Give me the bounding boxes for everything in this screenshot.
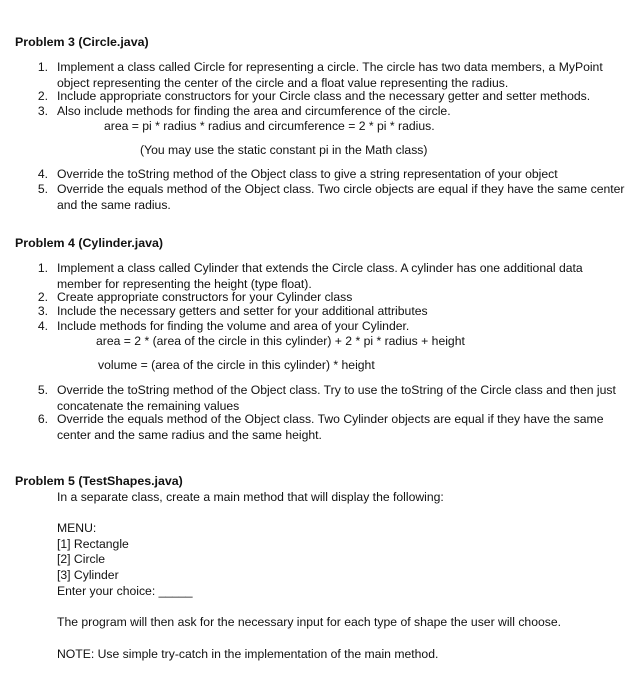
problem-4-item-1 bbox=[26, 261, 626, 292]
problem-3-heading: Problem 3 (Circle.java) bbox=[15, 35, 149, 49]
item-number: 4. bbox=[37, 319, 48, 333]
problem-4-volume-formula: volume = (area of the circle in this cylinder) * height bbox=[98, 358, 375, 372]
problem-5-heading: Problem 5 (TestShapes.java) bbox=[15, 474, 183, 488]
problem-4-item-3 bbox=[26, 304, 626, 320]
item-number: 5. bbox=[37, 383, 48, 397]
item-text: Override the equals method of the Object class. Two Cylinder objects are equal if they have the same center and the same radius and the same height. bbox=[57, 412, 604, 442]
item-number: 3. bbox=[37, 104, 48, 118]
menu-title: MENU: bbox=[57, 521, 97, 535]
item-text: Implement a class called Cylinder that extends the Circle class. A cylinder has one additional data member for representing the height (type float). bbox=[57, 261, 583, 291]
problem-3-item-3 bbox=[26, 104, 626, 120]
menu-option-circle: [2] Circle bbox=[57, 552, 106, 566]
item-number: 4. bbox=[37, 167, 48, 181]
problem-3-note: (You may use the static constant pi in the Math class) bbox=[140, 143, 428, 157]
item-text: Implement a class called Circle for representing a circle. The circle has two data members, a MyPoint object representing the center of the circle and a float value representing the radius. bbox=[57, 60, 603, 90]
item-text: Include the necessary getters and setter for your additional attributes bbox=[57, 304, 428, 318]
problem-3-formula: area = pi * radius * radius and circumference = 2 * pi * radius. bbox=[104, 119, 435, 133]
item-number: 1. bbox=[37, 261, 48, 275]
problem-5-note: NOTE: Use simple try-catch in the implementation of the main method. bbox=[57, 647, 439, 661]
item-text: Include appropriate constructors for your Circle class and the necessary getter and setter methods. bbox=[57, 89, 591, 103]
item-text: Override the toString method of the Object class. Try to use the toString of the Circle class and then just concatenate the remaining values bbox=[57, 383, 616, 413]
menu-option-cylinder: [3] Cylinder bbox=[57, 568, 119, 582]
item-text: Override the toString method of the Object class to give a string representation of your object bbox=[57, 167, 558, 181]
item-text: Also include methods for finding the area and circumference of the circle. bbox=[57, 104, 451, 118]
problem-4-heading: Problem 4 (Cylinder.java) bbox=[15, 236, 164, 250]
problem-5-description: The program will then ask for the necessary input for each type of shape the user will choose. bbox=[57, 615, 562, 629]
menu-prompt: Enter your choice: _____ bbox=[57, 584, 193, 598]
problem-4-item-6 bbox=[26, 412, 626, 443]
problem-4-item-5 bbox=[26, 383, 626, 414]
problem-3-item-5 bbox=[26, 182, 626, 213]
item-number: 1. bbox=[37, 60, 48, 74]
item-text: Include methods for finding the volume and area of your Cylinder. bbox=[57, 319, 410, 333]
problem-3-item-4 bbox=[26, 167, 626, 183]
problem-4-area-formula: area = 2 * (area of the circle in this cylinder) + 2 * pi * radius + height bbox=[96, 334, 465, 348]
item-text: Create appropriate constructors for your Cylinder class bbox=[57, 290, 353, 304]
item-text: Override the equals method of the Object class. Two circle objects are equal if they have the same center and the same radius. bbox=[57, 182, 625, 212]
item-number: 2. bbox=[37, 89, 48, 103]
item-number: 6. bbox=[37, 412, 48, 426]
item-number: 2. bbox=[37, 290, 48, 304]
item-number: 3. bbox=[37, 304, 48, 318]
problem-4-item-4 bbox=[26, 319, 626, 335]
item-number: 5. bbox=[37, 182, 48, 196]
problem-3-item-2 bbox=[26, 89, 626, 105]
problem-5-intro: In a separate class, create a main method that will display the following: bbox=[57, 490, 444, 504]
menu-option-rectangle: [1] Rectangle bbox=[57, 537, 129, 551]
problem-3-item-1 bbox=[26, 60, 626, 91]
